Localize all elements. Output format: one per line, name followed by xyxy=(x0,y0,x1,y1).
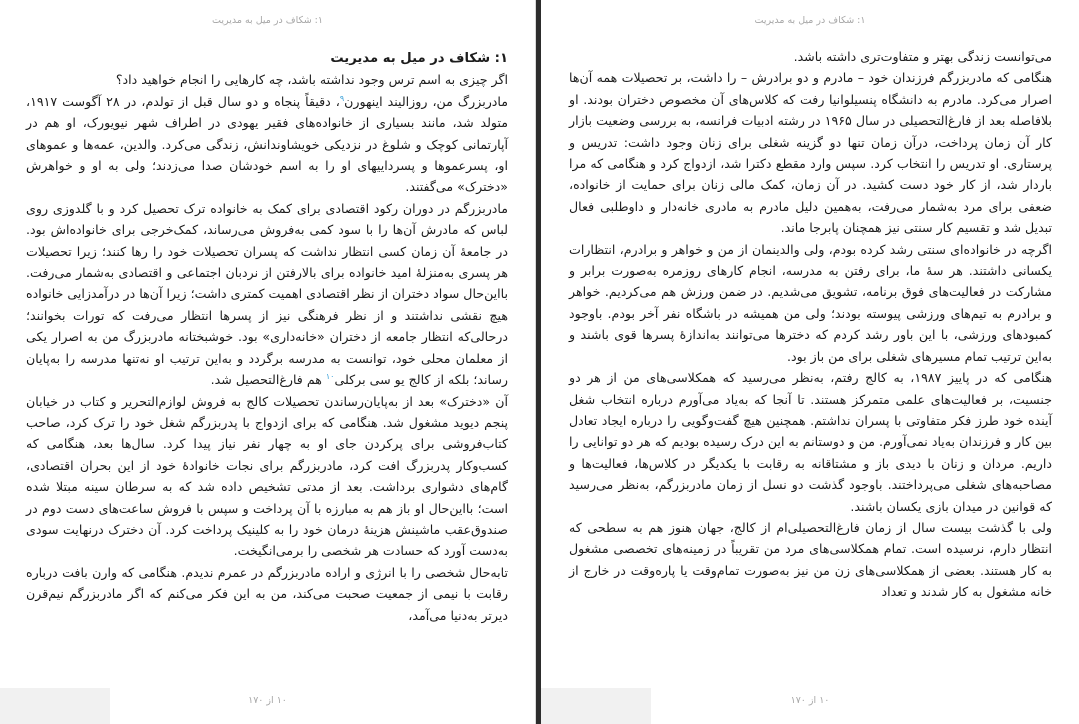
paragraph: هنگامی که در پاییز ۱۹۸۷، به کالج رفتم، به‌نظر می‌رسید که همکلاسی‌های من از هر دو جنسیت، بر فعالیت‌های علمی متمرکز هستند. تا آنجا که به‌یاد می‌آورم درباره انتخاب شغل آینده خود طرز فکر متفاوتی با پسران نداشتم. همچنین هیچ گفت‌وگویی را درباره ایجاد تعادل بین کار و فرزندان به‌یاد نمی‌آورم. من و دوستانم به این درک رسیده بودیم که هر دو توانایی را داریم. مردان و زنان با دیدی باز و مشتاقانه به رقابت با یکدیگر در کلاس‌ها، فعالیت‌ها و مصاحبه‌های شغلی می‌پرداختند. باوجود گذشت دو نسل از زمان مادربزرگم، به‌نظر می‌رسید که قوانین در میدان بازی یکسان باشند. xyxy=(569,370,1052,514)
paragraph: تابه‌حال شخصی را با انرژی و اراده مادربزرگم در عمرم ندیدم. هنگامی که وارن بافت درباره رقابت با نیمی از جمعیت صحبت می‌کند، من به این فکر می‌کنم که اگر مادربزرگم نیم‌قرن دیرتر به‌دنیا می‌آمد، xyxy=(26,564,508,623)
chapter-title: ۱: شکاف در میل به مدیریت xyxy=(330,51,508,66)
paragraph: هنگامی که مادربزرگم فرزندان خود – مادرم و دو برادرش – را داشت، بر تحصیلات همه آن‌ها اصرار می‌کرد. مادرم به دانشگاه پنسیلوانیا رفت که کلاس‌های آن مخصوص دختران بودند. او بلافاصله بعد از فارغ‌التحصیلی در سال ۱۹۶۵ در رشته ادبیات فرانسه، به بررسی وضعیت بازار کار آن زمان پرداخت، درآن زمان تنها دو گزینه شغلی برای زنان وجود داشت: تدریس و پرستاری. او تدریس را انتخاب کرد. سپس وارد مقطع دکترا شد، ازدواج کرد و هنگامی که مرا باردار شد، از کار خود دست کشید. در آن زمان، کمک مالی زنان برای حمایت از خانواده، ضعفی برای مرد به‌شمار می‌رفت، به‌همین دلیل مادرم به مادری خانه‌دار و داوطلبی فعال تبدیل شد و تقسیم کار سنتی نیز همچنان پابرجا ماند. xyxy=(569,70,1052,236)
paragraph-text: مادربزرگ من، روزالیند اینهورن$^۹$، دقیقاً پنجاه و دو سال قبل از تولدم، در ۲۸ آگوست ۱۹۱۷، متولد شد، مانند بسیاری از خانواده‌های فقیر یهودی در اطراف شهر نیویورک، او هم در آپارتمانی کوچک و شلوغ در نزدیکی خویشاوندانش، زندگی می‌کرد. والدین، عمه‌ها و عموهای او، پسرعموها و پسرداییهای او را به اسم خودشان صدا می‌زدند؛ ولی به او و خواهرش «دخترک» می‌گفتند. xyxy=(26,93,508,195)
paragraph: مادربزرگم در دوران رکود اقتصادی برای کمک به خانواده ترک تحصیل کرد و با گلدوزی روی لباس که مادرش آن‌ها را با سود کمی به‌فروش می‌رساند، کمک‌خرجی برای خانواده‌اش بود. در جامعهٔ آن زمان کسی انتظار نداشت که پسران تحصیلات خود را رها کنند؛ زیرا تحصیلات هر پسری به‌منزلهٔ امید خانواده برای بالارفتن از نردبان اجتماعی و اقتصادی به‌شمار می‌رفت. بااین‌حال سواد دختران از نظر اقتصادی اهمیت کمتری داشت؛ زیرا آن‌ها در درآمدزایی خانواده هیچ نقشی نداشتند و از نظر فرهنگی نیز از پسرها انتظار می‌رفت که تورات بخوانند؛ درحالی‌که انتظار جامعه از دختران «خانه‌داری» بود. خوشبختانه مادربزرگ من به اصرار یکی از معلمان محلی خود، توانست به مدرسه برگردد و به‌این ترتیب او نه‌تنها مدرسه را به‌پایان رساند؛ بلکه از کالج یو سی برکلی$^{۱۰}$ هم فارغ‌التحصیل شد. xyxy=(26,200,508,388)
right-page xyxy=(541,0,1079,724)
running-header: ۱: شکاف در میل به مدیریت xyxy=(212,15,323,26)
page-number: ۱۰ از ۱۷۰ xyxy=(248,695,287,706)
paragraph: اگرچه در خانواده‌ای سنتی رشد کرده بودم، ولی والدینمان از من و خواهر و برادرم، انتظارات یکسانی داشتند. هر سهٔ ما، برای رفتن به مدرسه، انجام کارهای روزمره به‌صورت برابر و مشارکت در فعالیت‌های فوق برنامه، تشویق می‌شدیم. در ضمن ورزش هم می‌کردیم. خواهر و برادرم به تیم‌های ورزشی پیوسته بودند؛ ولی من همیشه در باشگاه نفر آخر بودم. باوجود کمبودهای ورزشی، با این باور رشد کردم که دخترها می‌توانند به‌اندازهٔ پسرها قوی باشند و به‌این ترتیب تمام مسیرهای شغلی برای من باز بود. xyxy=(569,241,1052,364)
page-corner-box xyxy=(541,688,651,724)
running-header: ۱: شکاف در میل به مدیریت xyxy=(754,15,866,26)
page-number: ۱۰ از ۱۷۰ xyxy=(790,695,830,706)
page-body xyxy=(0,48,535,626)
paragraph xyxy=(26,91,508,198)
left-page xyxy=(0,0,536,724)
page-body xyxy=(541,46,1079,603)
footnote-marker[interactable]: ۱۰ xyxy=(325,371,335,381)
paragraph: ولی با گذشت بیست سال از زمان فارغ‌التحصیلی‌ام از کالج، جهان هنوز هم به سطحی که انتظار دارم، نرسیده است. تمام همکلاسی‌های مرد من تقریباً در زمینه‌های تخصصی مشغول به کار هستند. بعضی از همکلاسی‌های زن من نیز به‌صورت تمام‌وقت یا پاره‌وقت در خارج از خانه مشغول به کار شدند و تعداد xyxy=(569,519,1052,600)
paragraph: می‌توانست زندگی بهتر و متفاوت‌تری داشته باشد. xyxy=(793,49,1052,64)
paragraph: اگر چیزی به اسم ترس وجود نداشته باشد، چه کارهایی را انجام خواهید داد؟ xyxy=(115,72,508,88)
page-corner-box xyxy=(0,688,110,724)
paragraph: آن «دخترک» بعد از به‌پایان‌رساندن تحصیلات کالج به فروش لوازم‌التحریر و کتاب در خیابان پنجم دیوید مشغول شد. هنگامی که برای ازدواج با پدربزرگم شغل خود را ترک کرد، صاحب کتاب‌فروشی برای پرکردن جای او به چهار نفر نیاز پیدا کرد. سال‌ها بعد، هنگامی که کسب‌وکار پدربزرگ افت کرد، مادربزرگم برای نجات خانوادهٔ خود از این بحران اقتصادی، گام‌های دشواری برداشت. بعد از مدتی تشخیص داده شد که به سرطان سینه مبتلا شده است؛ بااین‌حال او باز هم به مبارزه با آن پرداخت و سپس با فروش ساعت‌های دست دوم در صندوق‌عقب ماشینش هزینهٔ درمان خود را به کلینیک پرداخت کرد. آن دخترک درنهایت سودی به‌دست آورد که حسادت هر شخصی را برمی‌انگیخت. xyxy=(26,393,508,559)
footnote-marker[interactable]: ۹ xyxy=(339,93,345,103)
